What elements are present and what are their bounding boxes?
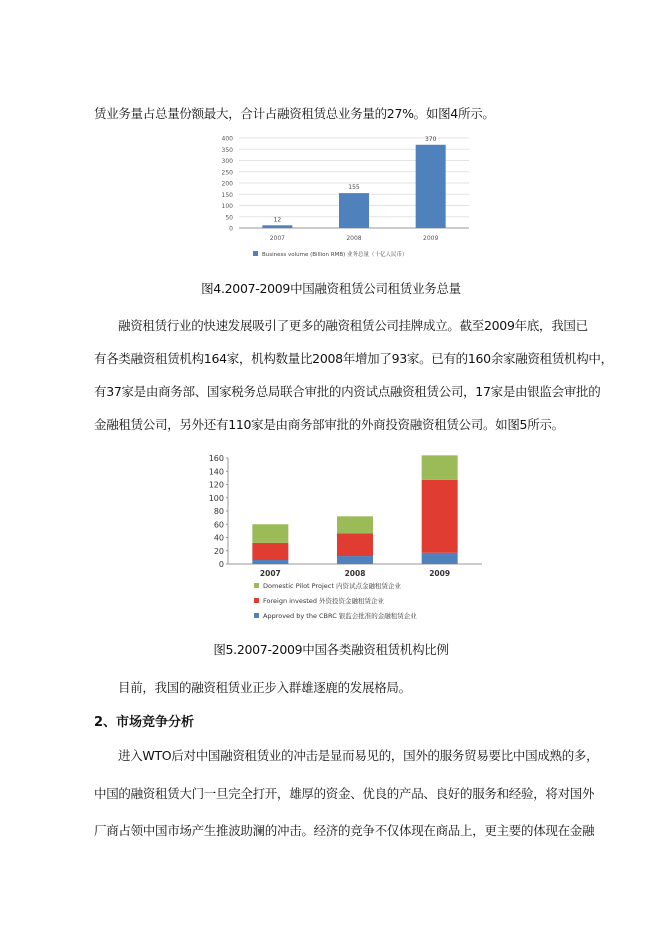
y-tick-label: 150 xyxy=(221,191,233,199)
y-tick-label: 400 xyxy=(221,135,233,143)
bar-segment xyxy=(252,543,288,560)
para1-line2: 有各类融资租赁机构164家，机构数量比2008年增加了93家。已有的160余家融资租赁机构中， xyxy=(94,351,613,366)
para3-line1: 进入WTO后对中国融资租赁业的冲击是显而易见的，国外的服务贸易要比中国成熟的多， xyxy=(118,748,599,763)
data-label: 12 xyxy=(273,216,282,224)
y-tick-label: 60 xyxy=(213,520,224,530)
bar xyxy=(262,225,292,228)
fig4-caption: 图4.2007-2009中国融资租赁公司租赁业务总量 xyxy=(201,281,461,296)
y-tick-label: 0 xyxy=(218,560,224,569)
y-tick-label: 300 xyxy=(221,158,233,165)
legend-label: Domestic Pilot Project 内资试点金融租赁企业 xyxy=(263,582,401,590)
y-tick-label: 40 xyxy=(213,533,224,543)
data-label: 370 xyxy=(424,135,437,143)
y-tick-label: 160 xyxy=(208,454,224,463)
legend-swatch xyxy=(254,583,259,588)
y-tick-label: 20 xyxy=(213,546,224,556)
legend-label: Foreign invested 外资投资金融租赁企业 xyxy=(263,597,385,605)
para1-line4: 金融租赁公司，另外还有110家是由商务部审批的外商投资融资租赁公司。如图5所示。 xyxy=(94,417,564,432)
data-label: 155 xyxy=(348,184,360,192)
bar-segment xyxy=(252,560,288,564)
business-volume-chart xyxy=(205,130,475,270)
bar-segment xyxy=(252,524,288,543)
bar-segment xyxy=(422,455,458,480)
bar-segment xyxy=(422,480,458,553)
y-tick-label: 120 xyxy=(208,480,224,490)
x-tick-label: 2008 xyxy=(346,235,362,242)
bar-segment xyxy=(337,516,373,533)
text-line-top: 赁业务量占总量份额最大，合计占融资租赁总业务量的27%。如图4所示。 xyxy=(94,106,495,121)
legend-swatch xyxy=(253,251,258,256)
x-tick-label: 2007 xyxy=(259,569,281,578)
fig5-caption: 图5.2007-2009中国各类融资租赁机构比例 xyxy=(213,642,449,657)
y-tick-label: 200 xyxy=(221,180,233,188)
legend-swatch xyxy=(254,613,259,618)
bar xyxy=(339,193,369,228)
legend-swatch xyxy=(254,598,259,603)
para1-line3: 有37家是由商务部、国家税务总局联合审批的内资试点融资租赁公司，17家是由银监会审批的 xyxy=(94,384,601,399)
bar-segment xyxy=(337,556,373,564)
institution-ratio-chart xyxy=(200,452,490,632)
para3-line2: 中国的融资租赁大门一旦完全打开，雄厚的资金、优良的产品、良好的服务和经验，将对国外 xyxy=(94,786,595,801)
x-tick-label: 2009 xyxy=(429,569,451,578)
para1-line1: 融资租赁行业的快速发展吸引了更多的融资租赁公司挂牌成立。截至2009年底，我国已 xyxy=(118,318,588,333)
y-tick-label: 50 xyxy=(225,214,233,222)
x-tick-label: 2009 xyxy=(423,235,439,242)
section-heading: 2、市场竞争分析 xyxy=(94,715,195,730)
y-tick-label: 100 xyxy=(221,203,233,210)
bar xyxy=(416,145,446,228)
bar-segment xyxy=(337,534,373,557)
y-tick-label: 80 xyxy=(213,507,224,516)
y-tick-label: 140 xyxy=(208,467,224,477)
legend-label: Approved by the CBRC 银监会批准的金融租赁企业 xyxy=(263,612,417,620)
y-tick-label: 350 xyxy=(221,146,233,154)
y-tick-label: 0 xyxy=(229,225,233,233)
para3-line3: 厂商占领中国市场产生推波助澜的冲击。经济的竞争不仅体现在商品上，更主要的体现在金融 xyxy=(94,823,595,838)
x-tick-label: 2008 xyxy=(344,569,366,578)
para2: 目前，我国的融资租赁业正步入群雄逐鹿的发展格局。 xyxy=(118,680,411,695)
x-tick-label: 2007 xyxy=(269,235,285,242)
y-tick-label: 250 xyxy=(221,169,233,177)
bar-segment xyxy=(422,553,458,564)
legend-label: Business volume (Billion RMB) 业务总量（十亿人民币） xyxy=(262,252,408,258)
y-tick-label: 100 xyxy=(208,493,224,503)
